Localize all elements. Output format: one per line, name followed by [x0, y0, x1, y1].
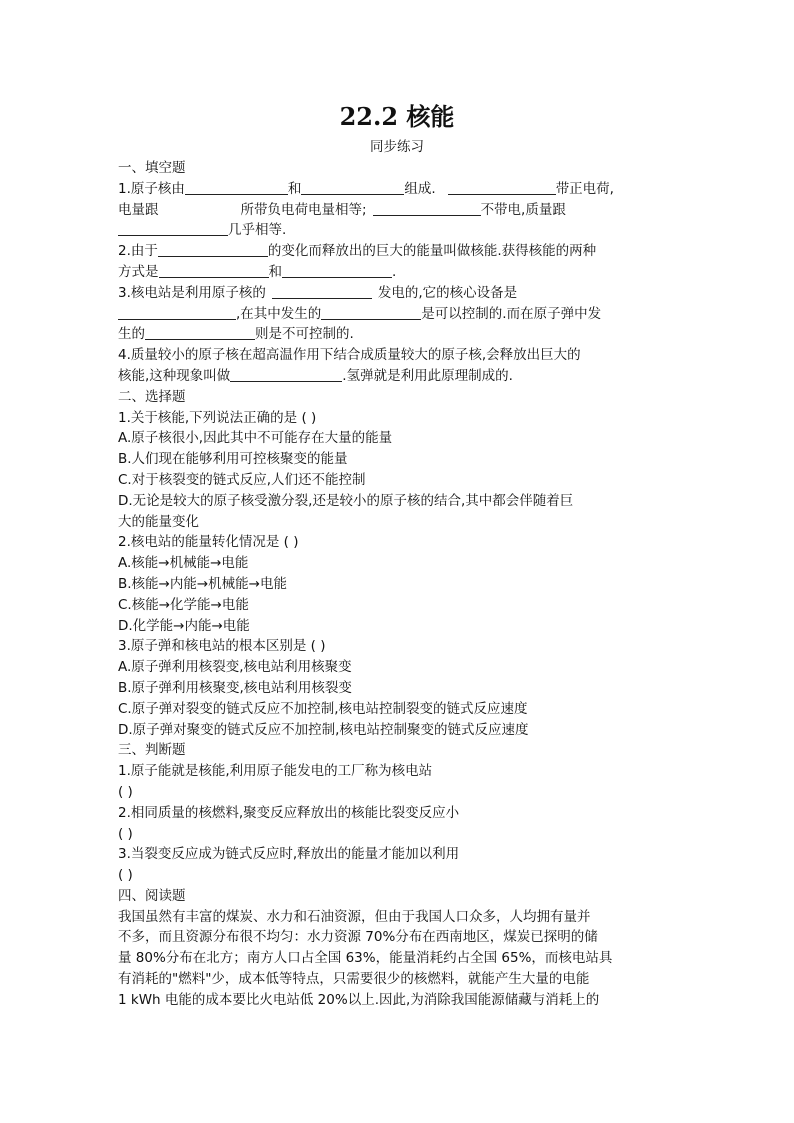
answer-blank[interactable]	[282, 263, 392, 278]
answer-blank[interactable]	[158, 242, 268, 257]
fill-q3-line3: 生的 则是不可控制的.	[118, 326, 354, 343]
judge-q2: 2.相同质量的核燃料,聚变反应释放出的核能比裂变反应小	[118, 804, 460, 821]
choice-q2: 2.核电站的能量转化情况是 ( )	[118, 534, 299, 551]
page-title: 22.2 核能	[339, 102, 455, 131]
page-subtitle: 同步练习	[370, 139, 424, 155]
choice-option-cont: 大的能量变化	[118, 513, 199, 530]
reading-line: 不多，而且资源分布很不均匀：水力资源 70%分布在西南地区，煤炭已探明的储	[118, 929, 598, 946]
worksheet	[118, 100, 676, 1011]
fill-q1-line1: 1.原子核由 和 组成. 带正电荷,	[118, 180, 614, 197]
section-heading-judge: 三、判断题	[118, 742, 186, 759]
choice-option: A.核能→机械能→电能	[118, 555, 249, 572]
choice-option: A.原子核很小,因此其中不可能存在大量的能量	[118, 430, 393, 447]
choice-option: C.原子弹对裂变的链式反应不加控制,核电站控制裂变的链式反应速度	[118, 700, 528, 717]
section-heading-choice: 二、选择题	[118, 388, 186, 405]
reading-line: 1 kWh 电能的成本要比火电站低 20%以上.因此,为消除我国能源储藏与消耗上的	[118, 991, 600, 1008]
choice-q3: 3.原子弹和核电站的根本区别是 ( )	[118, 638, 326, 655]
reading-line: 有消耗的"燃料"少，成本低等特点，只需要很少的核燃料，就能产生大量的电能	[118, 971, 590, 988]
answer-blank[interactable]	[321, 305, 421, 320]
section-heading-fill-blank: 一、填空题	[118, 160, 186, 176]
answer-blank[interactable]	[159, 263, 269, 278]
answer-blank[interactable]	[230, 367, 342, 382]
choice-option: A.原子弹利用核裂变,核电站利用核聚变	[118, 659, 352, 676]
judge-answer-paren[interactable]: ( )	[118, 825, 133, 842]
choice-option: B.人们现在能够利用可控核聚变的能量	[118, 451, 348, 468]
fill-q3-line2: ,在其中发生的 是可以控制的.而在原子弹中发	[118, 304, 676, 325]
answer-blank[interactable]	[272, 284, 372, 299]
reading-line: 我国虽然有丰富的煤炭、水力和石油资源，但由于我国人口众多，人均拥有量并	[118, 908, 591, 925]
fill-q1-line3: 几乎相等.	[118, 220, 676, 241]
answer-blank[interactable]	[185, 180, 288, 195]
fill-q2-line1: 2.由于 的变化而释放出的巨大的能量叫做核能.获得核能的两种	[118, 243, 597, 260]
answer-blank[interactable]	[118, 221, 228, 236]
judge-answer-paren[interactable]: ( )	[118, 867, 133, 884]
judge-q1: 1.原子能就是核能,利用原子能发电的工厂称为核电站	[118, 763, 433, 780]
choice-option: D.化学能→内能→电能	[118, 617, 250, 634]
choice-option: D.原子弹对聚变的链式反应不加控制,核电站控制聚变的链式反应速度	[118, 721, 529, 738]
fill-q4-line1: 4.质量较小的原子核在超高温作用下结合成质量较大的原子核,会释放出巨大的	[118, 347, 581, 364]
answer-blank[interactable]	[301, 180, 404, 195]
choice-option: C.核能→化学能→电能	[118, 596, 249, 613]
answer-blank[interactable]	[373, 201, 481, 216]
choice-q1: 1.关于核能,下列说法正确的是 ( )	[118, 409, 317, 426]
reading-line: 量 80%分布在北方；南方人口占全国 63%，能量消耗约占全国 65%，而核电站具	[118, 950, 613, 967]
choice-option: C.对于核裂变的链式反应,人们还不能控制	[118, 471, 366, 488]
answer-blank[interactable]	[118, 305, 236, 320]
fill-q4-line2: 核能,这种现象叫做 .氢弹就是利用此原理制成的.	[118, 367, 513, 384]
fill-q3-line1: 3.核电站是利用原子核的 发电的,它的核心设备是	[118, 284, 518, 301]
judge-answer-paren[interactable]: ( )	[118, 783, 133, 800]
choice-option: B.原子弹利用核聚变,核电站利用核裂变	[118, 679, 352, 696]
fill-q2-line2: 方式是 和 .	[118, 263, 397, 280]
judge-q3: 3.当裂变反应成为链式反应时,释放出的能量才能加以利用	[118, 846, 460, 863]
answer-blank[interactable]	[145, 325, 255, 340]
fill-q1-line2: 电量跟 所带负电荷电量相等; 不带电,质量跟	[118, 201, 566, 218]
choice-option: B.核能→内能→机械能→电能	[118, 575, 287, 592]
section-heading-reading: 四、阅读题	[118, 887, 186, 904]
answer-blank[interactable]	[448, 180, 556, 195]
choice-option: D.无论是较大的原子核受激分裂,还是较小的原子核的结合,其中都会伴随着巨	[118, 492, 574, 509]
